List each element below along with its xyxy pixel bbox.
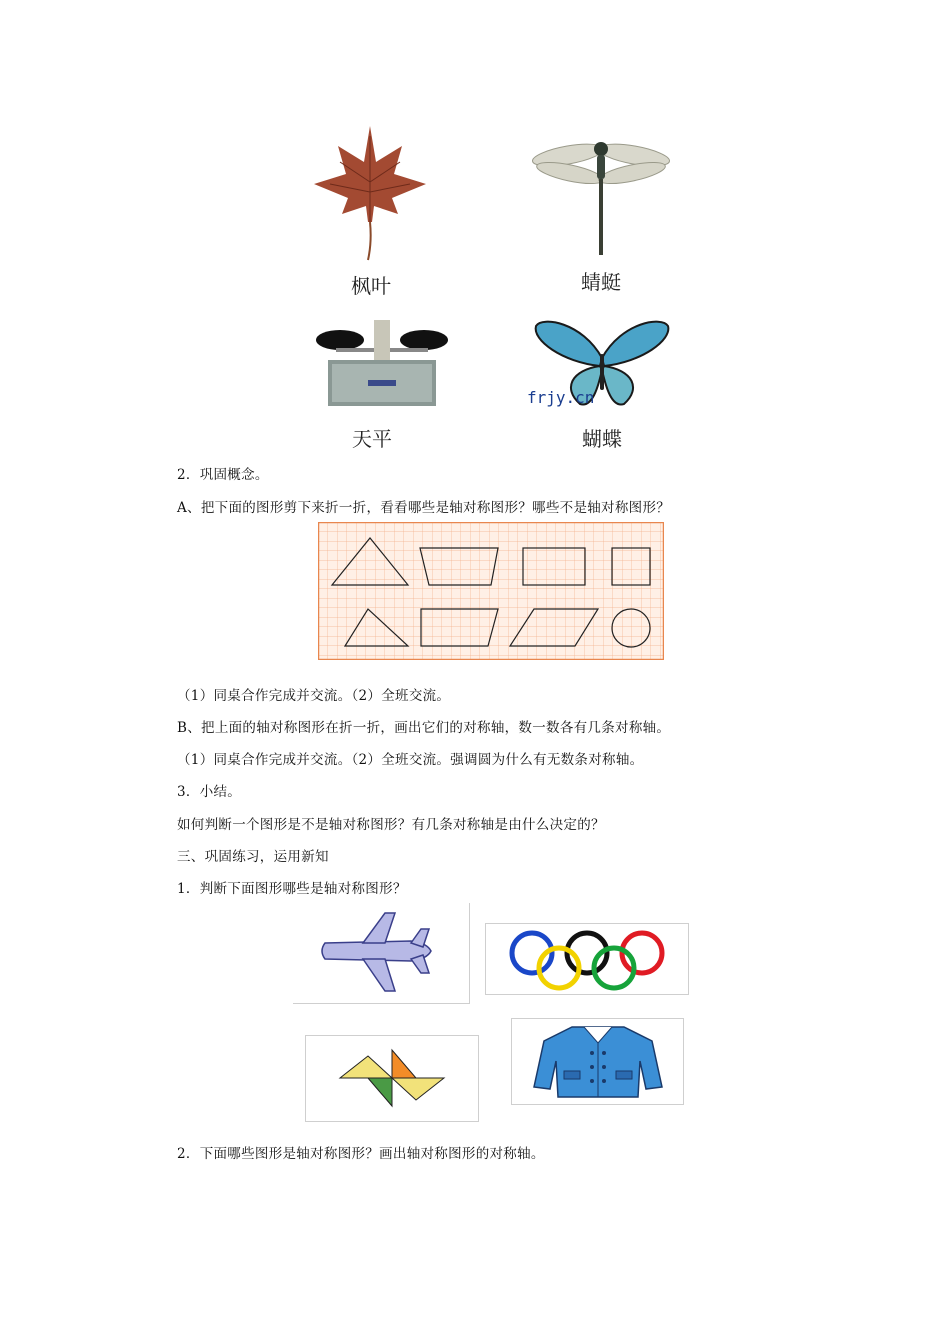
pinwheel-frame <box>305 1035 479 1122</box>
para-task-a: A、把下面的图形剪下来折一折，看看哪些是轴对称图形？哪些不是轴对称图形？ <box>177 500 671 516</box>
jacket-icon <box>512 1019 683 1104</box>
airplane-icon <box>293 903 469 1003</box>
shape-grid <box>318 522 664 660</box>
maple-leaf-icon <box>310 122 430 262</box>
pinwheel-icon <box>306 1036 478 1121</box>
balance-label: 天平 <box>352 427 392 451</box>
maple-leaf-label: 枫叶 <box>351 274 391 298</box>
watermark: frjy.cn <box>527 388 595 407</box>
para-section-three: 三、巩固练习，运用新知 <box>177 849 329 865</box>
para-summary: 3．小结。 <box>177 784 242 800</box>
olympic-rings-icon <box>486 924 688 994</box>
butterfly-label: 蝴蝶 <box>582 427 622 451</box>
para-consolidate: 2．巩固概念。 <box>177 467 269 483</box>
jacket-frame <box>511 1018 684 1105</box>
para-question: 如何判断一个图形是不是轴对称图形？有几条对称轴是由什么决定的？ <box>177 817 605 833</box>
dragonfly-icon <box>530 135 672 257</box>
para-step2: （1）同桌合作完成并交流。（2）全班交流。强调圆为什么有无数条对称轴。 <box>177 752 644 768</box>
olympic-frame <box>485 923 689 995</box>
airplane-frame <box>293 903 470 1004</box>
dragonfly-label: 蜻蜓 <box>581 270 621 294</box>
para-exercise-2: 2．下面哪些图形是轴对称图形？画出轴对称图形的对称轴。 <box>177 1146 545 1162</box>
para-exercise-1: 1．判断下面图形哪些是轴对称图形？ <box>177 881 407 897</box>
para-step1: （1）同桌合作完成并交流。（2）全班交流。 <box>177 688 451 704</box>
para-task-b: B、把上面的轴对称图形在折一折，画出它们的对称轴，数一数各有几条对称轴。 <box>177 720 671 736</box>
balance-scale-icon <box>312 318 452 410</box>
